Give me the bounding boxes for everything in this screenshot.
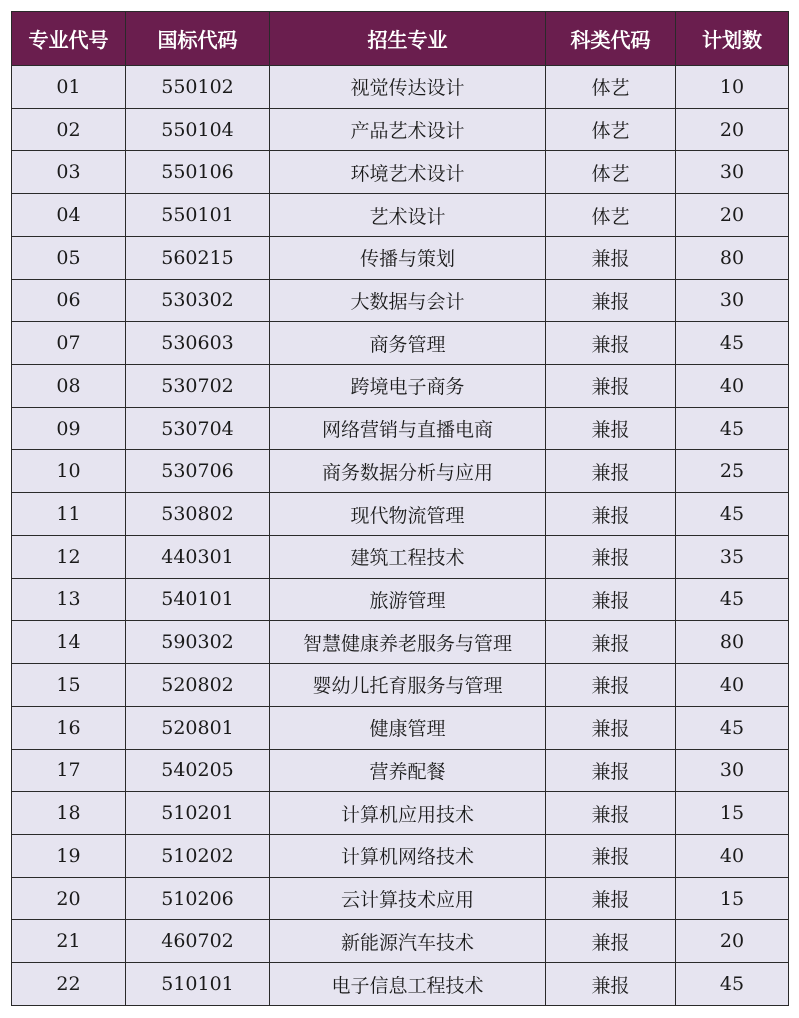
- header-row: [12, 12, 789, 66]
- cell-major-name: 视觉传达设计: [270, 66, 546, 109]
- table-body: [12, 66, 789, 1006]
- cell-major-number: 07: [12, 322, 126, 365]
- cell-major-name: 商务数据分析与应用: [270, 450, 546, 493]
- cell-plan-count: 20: [676, 108, 789, 151]
- cell-national-code: 550102: [126, 66, 270, 109]
- cell-national-code: 530802: [126, 493, 270, 536]
- cell-major-name: 建筑工程技术: [270, 535, 546, 578]
- cell-major-name: 跨境电子商务: [270, 365, 546, 408]
- table-row: [12, 450, 789, 493]
- cell-category-code: 兼报: [546, 920, 676, 963]
- table-row: [12, 151, 789, 194]
- cell-national-code: 530704: [126, 407, 270, 450]
- cell-category-code: 兼报: [546, 450, 676, 493]
- cell-plan-count: 45: [676, 578, 789, 621]
- cell-major-name: 云计算技术应用: [270, 877, 546, 920]
- enrollment-plan-table: [11, 11, 789, 1006]
- table-header: [12, 12, 789, 66]
- cell-plan-count: 30: [676, 279, 789, 322]
- cell-major-number: 17: [12, 749, 126, 792]
- cell-major-name: 电子信息工程技术: [270, 963, 546, 1006]
- cell-national-code: 510202: [126, 834, 270, 877]
- cell-major-name: 新能源汽车技术: [270, 920, 546, 963]
- table-row: [12, 877, 789, 920]
- cell-national-code: 540101: [126, 578, 270, 621]
- table-row: [12, 236, 789, 279]
- cell-category-code: 兼报: [546, 236, 676, 279]
- cell-major-number: 16: [12, 706, 126, 749]
- cell-major-name: 网络营销与直播电商: [270, 407, 546, 450]
- cell-plan-count: 30: [676, 749, 789, 792]
- cell-plan-count: 45: [676, 322, 789, 365]
- cell-plan-count: 45: [676, 493, 789, 536]
- cell-category-code: 兼报: [546, 749, 676, 792]
- cell-national-code: 540205: [126, 749, 270, 792]
- cell-major-number: 21: [12, 920, 126, 963]
- cell-major-number: 09: [12, 407, 126, 450]
- cell-category-code: 兼报: [546, 407, 676, 450]
- cell-national-code: 520801: [126, 706, 270, 749]
- table-row: [12, 963, 789, 1006]
- header-major-name: 招生专业: [270, 12, 546, 66]
- table-row: [12, 108, 789, 151]
- cell-major-name: 现代物流管理: [270, 493, 546, 536]
- table-row: [12, 194, 789, 237]
- cell-national-code: 510101: [126, 963, 270, 1006]
- table-row: [12, 920, 789, 963]
- cell-category-code: 兼报: [546, 493, 676, 536]
- header-national-code: 国标代码: [126, 12, 270, 66]
- table-row: [12, 834, 789, 877]
- cell-plan-count: 40: [676, 365, 789, 408]
- cell-national-code: 550104: [126, 108, 270, 151]
- cell-major-number: 15: [12, 664, 126, 707]
- cell-category-code: 兼报: [546, 365, 676, 408]
- cell-major-name: 环境艺术设计: [270, 151, 546, 194]
- cell-major-name: 商务管理: [270, 322, 546, 365]
- header-major-number: 专业代号: [12, 12, 126, 66]
- cell-major-name: 旅游管理: [270, 578, 546, 621]
- table-row: [12, 365, 789, 408]
- cell-major-number: 20: [12, 877, 126, 920]
- cell-category-code: 兼报: [546, 621, 676, 664]
- cell-category-code: 体艺: [546, 151, 676, 194]
- cell-plan-count: 45: [676, 963, 789, 1006]
- cell-major-number: 03: [12, 151, 126, 194]
- cell-plan-count: 15: [676, 792, 789, 835]
- cell-plan-count: 15: [676, 877, 789, 920]
- cell-national-code: 530603: [126, 322, 270, 365]
- cell-major-number: 02: [12, 108, 126, 151]
- cell-category-code: 兼报: [546, 578, 676, 621]
- header-category-code: 科类代码: [546, 12, 676, 66]
- cell-major-name: 大数据与会计: [270, 279, 546, 322]
- cell-major-number: 04: [12, 194, 126, 237]
- cell-category-code: 兼报: [546, 963, 676, 1006]
- cell-plan-count: 40: [676, 664, 789, 707]
- cell-major-number: 19: [12, 834, 126, 877]
- cell-plan-count: 20: [676, 920, 789, 963]
- cell-plan-count: 25: [676, 450, 789, 493]
- table-row: [12, 66, 789, 109]
- cell-national-code: 530706: [126, 450, 270, 493]
- cell-plan-count: 80: [676, 621, 789, 664]
- table-row: [12, 792, 789, 835]
- cell-major-name: 计算机网络技术: [270, 834, 546, 877]
- enrollment-plan-table-container: [11, 11, 788, 1006]
- cell-national-code: 520802: [126, 664, 270, 707]
- cell-national-code: 560215: [126, 236, 270, 279]
- cell-category-code: 兼报: [546, 664, 676, 707]
- cell-major-number: 10: [12, 450, 126, 493]
- cell-category-code: 兼报: [546, 877, 676, 920]
- cell-major-number: 06: [12, 279, 126, 322]
- cell-plan-count: 80: [676, 236, 789, 279]
- cell-major-name: 智慧健康养老服务与管理: [270, 621, 546, 664]
- cell-national-code: 530702: [126, 365, 270, 408]
- table-row: [12, 621, 789, 664]
- cell-major-name: 艺术设计: [270, 194, 546, 237]
- cell-plan-count: 35: [676, 535, 789, 578]
- cell-major-number: 11: [12, 493, 126, 536]
- cell-major-number: 22: [12, 963, 126, 1006]
- cell-plan-count: 20: [676, 194, 789, 237]
- cell-national-code: 440301: [126, 535, 270, 578]
- table-row: [12, 493, 789, 536]
- cell-major-number: 14: [12, 621, 126, 664]
- cell-category-code: 兼报: [546, 322, 676, 365]
- table-row: [12, 407, 789, 450]
- cell-plan-count: 45: [676, 706, 789, 749]
- cell-national-code: 550101: [126, 194, 270, 237]
- cell-national-code: 510201: [126, 792, 270, 835]
- cell-plan-count: 45: [676, 407, 789, 450]
- cell-major-number: 13: [12, 578, 126, 621]
- cell-major-number: 12: [12, 535, 126, 578]
- cell-category-code: 兼报: [546, 834, 676, 877]
- cell-category-code: 兼报: [546, 535, 676, 578]
- cell-category-code: 体艺: [546, 194, 676, 237]
- cell-category-code: 体艺: [546, 108, 676, 151]
- table-row: [12, 664, 789, 707]
- table-row: [12, 535, 789, 578]
- cell-category-code: 兼报: [546, 792, 676, 835]
- table-row: [12, 279, 789, 322]
- cell-national-code: 530302: [126, 279, 270, 322]
- cell-major-name: 计算机应用技术: [270, 792, 546, 835]
- table-row: [12, 322, 789, 365]
- cell-national-code: 590302: [126, 621, 270, 664]
- cell-plan-count: 40: [676, 834, 789, 877]
- cell-plan-count: 30: [676, 151, 789, 194]
- cell-major-name: 传播与策划: [270, 236, 546, 279]
- cell-major-name: 婴幼儿托育服务与管理: [270, 664, 546, 707]
- table-row: [12, 749, 789, 792]
- cell-category-code: 兼报: [546, 279, 676, 322]
- cell-national-code: 550106: [126, 151, 270, 194]
- cell-major-number: 05: [12, 236, 126, 279]
- cell-major-number: 08: [12, 365, 126, 408]
- cell-national-code: 460702: [126, 920, 270, 963]
- cell-major-number: 18: [12, 792, 126, 835]
- cell-national-code: 510206: [126, 877, 270, 920]
- cell-category-code: 兼报: [546, 706, 676, 749]
- cell-category-code: 体艺: [546, 66, 676, 109]
- table-row: [12, 578, 789, 621]
- cell-major-name: 营养配餐: [270, 749, 546, 792]
- cell-plan-count: 10: [676, 66, 789, 109]
- header-plan-count: 计划数: [676, 12, 789, 66]
- cell-major-name: 健康管理: [270, 706, 546, 749]
- cell-major-number: 01: [12, 66, 126, 109]
- table-row: [12, 706, 789, 749]
- cell-major-name: 产品艺术设计: [270, 108, 546, 151]
